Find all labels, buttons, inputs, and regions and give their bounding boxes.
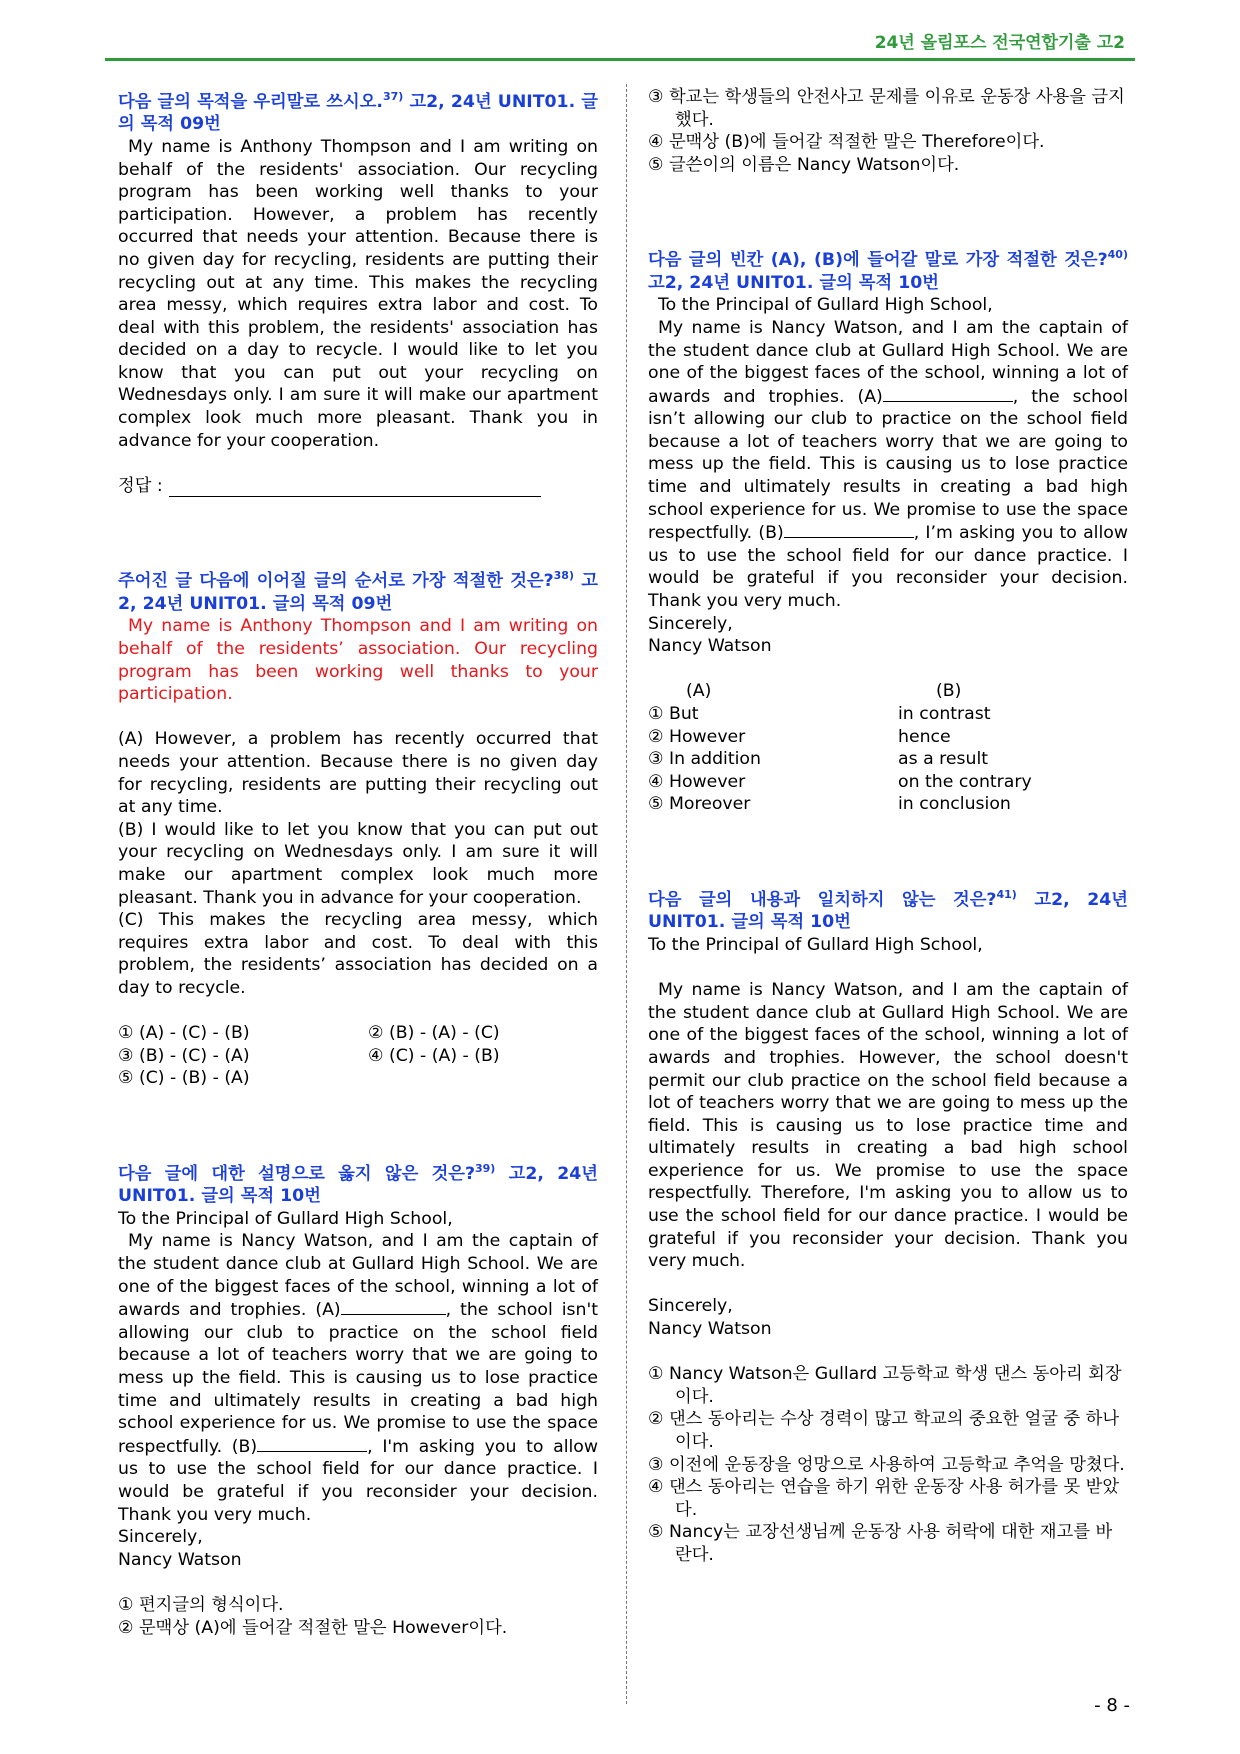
- question-40-signature: Nancy Watson: [648, 636, 772, 657]
- question-38-title: 주어진 글 다음에 이어질 글의 순서로 가장 적절한 것은?$^{38)}$ 고2, 24년 UNIT01. 글의 목적 09번: [118, 569, 598, 614]
- page-number: - 8 -: [1094, 1695, 1130, 1716]
- question-37-title: 다음 글의 목적을 우리말로 쓰시오.$^{37)}$ 고2, 24년 UNIT01. 글의 목적 09번: [118, 90, 598, 135]
- choice-2[interactable]: ② 댄스 동아리는 수상 경력이 많고 학교의 중요한 얼굴 중 하나이다.: [648, 1409, 1120, 1452]
- question-40-salutation: To the Principal of Gullard High School,: [658, 295, 993, 316]
- choice-3-a[interactable]: ③ In addition: [648, 749, 761, 770]
- right-column: [648, 86, 1128, 1567]
- choice-1-b: in contrast: [898, 704, 991, 725]
- choice-5[interactable]: ⑤ 글쓴이의 이름은 Nancy Watson이다.: [648, 154, 960, 175]
- page-header: 24년 올림포스 전국연합기출 고2: [874, 33, 1125, 53]
- question-41-signature: Nancy Watson: [648, 1319, 772, 1340]
- question-41-passage: My name is Nancy Watson, and I am the captain of the student dance club at Gullard High School. We are one of the biggest faces of the school, winning a lot of awards and trophies. However, the school doesn't permit our club practice on the school field because a lot of teachers worry that we are going to mess up the field. This is causing us to lose practice time and ultimately results in creating a bad high school experience for us. We promise to use the space respectfully. Therefore, I'm asking you to allow us to use the school field for our dance practice. I would be grateful if you reconsider your decision. Thank you very much.: [648, 980, 1128, 1272]
- answer-field[interactable]: [118, 475, 598, 498]
- choice-1[interactable]: ① (A) - (C) - (B): [118, 1023, 250, 1044]
- choice-1[interactable]: ① Nancy Watson은 Gullard 고등학교 학생 댄스 동아리 회장이다.: [648, 1364, 1122, 1407]
- choice-2-b: hence: [898, 726, 951, 747]
- question-38-paragraph-a: (A) However, a problem has recently occurred that needs your attention. Because there is no given day for recycling, residents are putting their recycling out at any time.: [118, 729, 598, 818]
- question-39-passage: My name is Nancy Watson, and I am the captain of the student dance club at Gullard High School. We are one of the biggest faces of the school, winning a lot of awards and trophies. (A) , the school isn't allowing our club to practice on the school field because a lot of teachers worry that we are going to mess up the field. This is causing us to lose practice time and ultimately results in creating a bad high school experience for us. We promise to use the space respectfully. (B) , I'm asking you to allow us to use the school field for our dance practice. I would be grateful if you reconsider your decision. Thank you very much.: [118, 1231, 599, 1525]
- question-38-paragraph-b: (B) I would like to let you know that you can put out your recycling on Wednesdays only. I am sure it will make our apartment complex look much more pleasant. Thank you in advance for your cooperation.: [118, 819, 598, 908]
- question-38-choices: [118, 1022, 598, 1090]
- question-41-title: 다음 글의 내용과 일치하지 않는 것은?$^{41)}$ 고2, 24년 UNIT01. 글의 목적 10번: [648, 887, 1129, 933]
- question-39-title: 다음 글에 대한 설명으로 옳지 않은 것은?$^{39)}$ 고2, 24년 UNIT01. 글의 목적 10번: [118, 1161, 598, 1207]
- answer-label: 정답 :: [118, 475, 163, 496]
- choice-1[interactable]: ① 편지글의 형식이다.: [118, 1594, 284, 1615]
- left-column: [118, 86, 598, 1639]
- choice-4[interactable]: ④ 문맥상 (B)에 들어갈 적절한 말은 Therefore이다.: [648, 132, 1045, 153]
- question-38-given-text: My name is Anthony Thompson and I am writing on behalf of the residents’ association. Our recycling program has been working well thanks to your participation.: [118, 616, 598, 705]
- question-39-signature: Nancy Watson: [118, 1549, 242, 1570]
- header-rule: [105, 58, 1135, 61]
- question-41-salutation: To the Principal of Gullard High School,: [648, 934, 983, 955]
- question-40-choices: [648, 680, 1128, 816]
- choice-3[interactable]: ③ 학교는 학생들의 안전사고 문제를 이유로 운동장 사용을 금지했다.: [648, 87, 1125, 130]
- choice-4-a[interactable]: ④ However: [648, 771, 746, 792]
- question-40-title: 다음 글의 빈칸 (A), (B)에 들어갈 말로 가장 적절한 것은?$^{40)}$ 고2, 24년 UNIT01. 글의 목적 10번: [648, 248, 1128, 293]
- choice-4[interactable]: ④ (C) - (A) - (B): [368, 1045, 500, 1066]
- question-37-passage: My name is Anthony Thompson and I am writing on behalf of the residents' association. Our recycling program has been working well thanks to your participation. However, a problem has recently occurred that needs your attention. Because there is no given day for recycling, residents are putting their recycling out at any time. This makes the recycling area messy, which requires extra labor and cost. To deal with this problem, the residents' association has decided on a day to recycle. I would like to let you know that you can put out your recycling on Wednesdays only. I am sure it will make our apartment complex look much more pleasant. Thank you in advance for your cooperation.: [118, 136, 598, 451]
- choice-3-b: as a result: [898, 749, 989, 770]
- question-41-closing: Sincerely,: [648, 1296, 733, 1317]
- question-38-paragraph-c: (C) This makes the recycling area messy, which requires extra labor and cost. To deal with this problem, the residents’ association has decided on a day to recycle.: [118, 910, 598, 998]
- choice-3[interactable]: ③ 이전에 운동장을 엉망으로 사용하여 고등학교 추억을 망쳤다.: [648, 1454, 1125, 1475]
- column-b-header: (B): [936, 681, 962, 702]
- question-39-closing: Sincerely,: [118, 1527, 203, 1548]
- choice-3[interactable]: ③ (B) - (C) - (A): [118, 1045, 250, 1066]
- column-divider: [626, 84, 627, 1704]
- choice-5[interactable]: ⑤ (C) - (B) - (A): [118, 1068, 250, 1089]
- choice-5-b: in conclusion: [898, 794, 1011, 815]
- choice-4[interactable]: ④ 댄스 동아리는 연습을 하기 위한 운동장 사용 허가를 못 받았다.: [648, 1477, 1120, 1520]
- choice-2[interactable]: ② 문맥상 (A)에 들어갈 적절한 말은 However이다.: [118, 1617, 508, 1638]
- column-a-header: (A): [686, 681, 712, 702]
- question-39-salutation: To the Principal of Gullard High School,: [118, 1208, 453, 1229]
- question-40-closing: Sincerely,: [648, 613, 733, 634]
- choice-4-b: on the contrary: [898, 771, 1032, 792]
- choice-1-a[interactable]: ① But: [648, 704, 699, 725]
- choice-2-a[interactable]: ② However: [648, 726, 746, 747]
- question-40-passage: My name is Nancy Watson, and I am the captain of the student dance club at Gullard High School. We are one of the biggest faces of the school, winning a lot of awards and trophies. (A) , the school isn’t allowing our club to practice on the school field because a lot of teachers worry that we are going to mess up the field. This is causing us to lose practice time and ultimately results in creating a bad high school experience for us. We promise to use the space respectfully. (B) , I’m asking you to allow us to use the school field for our dance practice. I would be grateful if you reconsider your decision. Thank you very much.: [648, 317, 1129, 612]
- choice-5[interactable]: ⑤ Nancy는 교장선생님께 운동장 사용 허락에 대한 재고를 바란다.: [648, 1522, 1113, 1565]
- choice-2[interactable]: ② (B) - (A) - (C): [368, 1023, 500, 1044]
- choice-5-a[interactable]: ⑤ Moreover: [648, 794, 751, 815]
